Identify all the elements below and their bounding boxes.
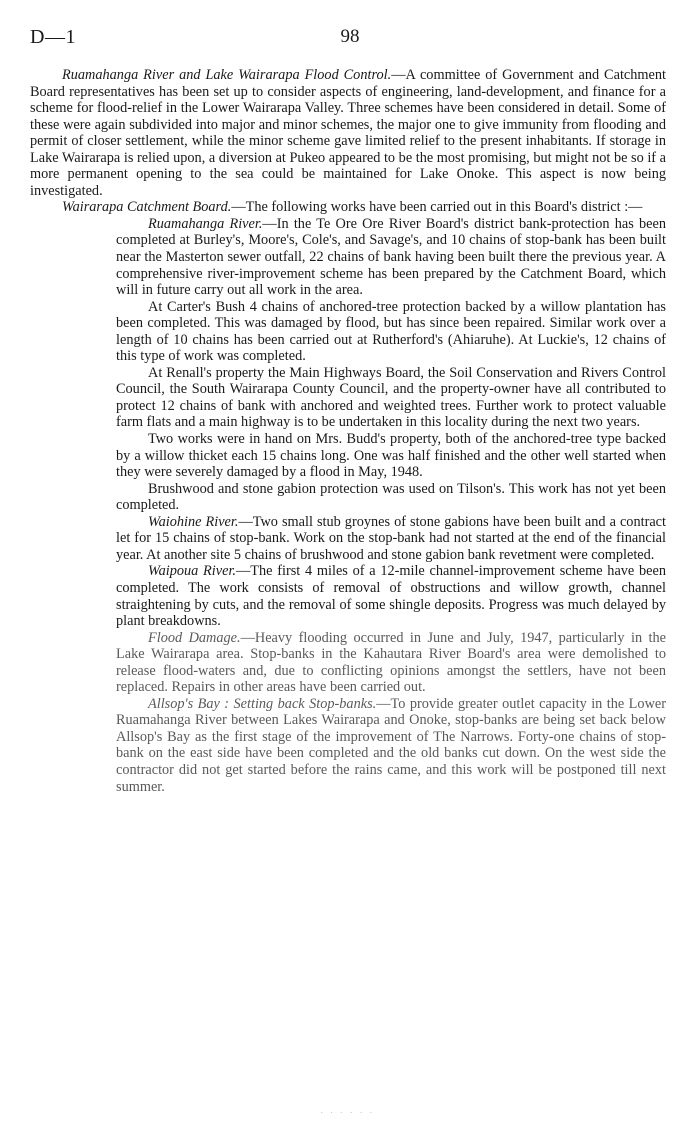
- paragraph-text: Two works were in hand on Mrs. Budd's property, both of the anchored-tree type backed by a willow thicket each 15 chains long. One was half finished and the other well started when they were severely damaged by a flood in May, 1948.: [116, 431, 666, 481]
- paragraph-renalls-property: [116, 365, 666, 431]
- paragraph-heading: Flood Damage.: [148, 629, 241, 646]
- paragraph-text: —The first 4 miles of a 12-mile channel-improvement scheme have been completed. The work consists of removal of obstructions and willow growth, channel straightening by cuts, and the removal of some shingle deposits. Progress was much delayed by plant breakdowns.: [116, 563, 666, 630]
- paragraph-catchment-board: [30, 199, 666, 216]
- paragraph-allsops-bay: [116, 696, 666, 795]
- paragraph-heading: Allsop's Bay : Setting back Stop-banks.: [148, 695, 377, 712]
- paragraph-text: At Carter's Bush 4 chains of anchored-tree protection backed by a willow plantation has been completed. This was damaged by flood, but has since been repaired. Similar work over a length of 10 chains has been carried out at Rutherford's (Ahiaruhe). At Luckie's, 12 chains of this type of work was completed.: [116, 298, 666, 365]
- paragraph-carters-bush: [116, 299, 666, 365]
- paragraph-heading: Wairarapa Catchment Board.: [62, 199, 232, 216]
- paragraph-text: —To provide greater outlet capacity in the Lower Ruamahanga River between Lakes Wairarapa and Onoke, stop-banks are being set back below Allsop's Bay as the first stage of the improvement of The Narrows. Forty-one chains of stop-bank on the east side have been completed and the old banks cut down. On the west side the contractor did not get started before the rains came, and this work will be postponed till next summer.: [116, 695, 666, 795]
- paragraph-text: —Heavy flooding occurred in June and July, 1947, particularly in the Lake Wairarapa area. Stop-banks in the Kahautara River Board's area were demolished to release flood-waters and, due to conflicting opinions amongst the settlers, have not been replaced. Repairs in other areas have been carried out.: [116, 629, 666, 696]
- paragraph-ruamahanga-river: [116, 216, 666, 299]
- paragraph-text: Brushwood and stone gabion protection was used on Tilson's. This work has not yet been completed.: [116, 480, 666, 514]
- paragraph-budds-property: [116, 431, 666, 481]
- paragraph-tilsons: [116, 481, 666, 514]
- paragraph-text: At Renall's property the Main Highways Board, the Soil Conservation and Rivers Control Council, the South Wairarapa County Council, and the property-owner have all contributed to protect 12 chains of bank with anchored and weighted trees. Further work to protect valuable farm flats and a main highway is to be undertaken in this locality during the next two years.: [116, 364, 666, 431]
- paragraph-waiohine-river: [116, 514, 666, 564]
- paragraph-text: —A committee of Government and Catchment Board representatives has been set up to consider aspects of engineering, land-development, and finance for a scheme for flood-relief in the Lower Wairarapa Valley. Three schemes have been considered in detail. Some of these were again subdivided into major and minor schemes, the major one to give immunity from flooding and permit of closer settlement, while the minor scheme gave limited relief to the present inhabitants. If storage in Lake Wairarapa is relied upon, a diversion at Pukeo appeared to be the most promising, but might not be so if a more permanent opening to the sea could be maintained for Lake Onoke. This aspect is now being investigated.: [30, 67, 666, 199]
- paragraph-heading: Ruamahanga River.: [148, 215, 263, 232]
- document-reference: D—1: [30, 26, 76, 48]
- paragraph-text: —Two small stub groynes of stone gabions have been built and a contract let for 15 chains of stop-bank. Work on the stop-bank had not started at the end of the financial year. At another site 5 chains of brushwood and stone gabion bank revetment were completed.: [116, 513, 666, 563]
- paragraph-heading: Waiohine River.: [148, 513, 239, 530]
- paragraph-waipoua-river: [116, 563, 666, 629]
- footer-mark: · · · · · ·: [320, 1108, 375, 1119]
- paragraph-heading: Waipoua River.: [148, 563, 236, 580]
- paragraph-flood-damage: [116, 630, 666, 696]
- paragraph-text: —The following works have been carried out in this Board's district :—: [231, 199, 643, 216]
- paragraph-text: —In the Te Ore Ore River Board's district bank-protection has been completed at Burley's, Moore's, Cole's, and Savage's, and 10 chains of stop-bank has been built near the Masterton sewer outfall, 22 chains of bank having been built there the previous year. A comprehensive river-improvement scheme has been prepared by the Catchment Board, which will in future carry out all work in the area.: [116, 215, 666, 299]
- paragraph-flood-control: [30, 67, 666, 199]
- page-number: 98: [340, 26, 360, 47]
- page-header: [30, 26, 670, 50]
- paragraph-heading: Ruamahanga River and Lake Wairarapa Flood Control.: [62, 67, 392, 83]
- body-text: [30, 67, 666, 795]
